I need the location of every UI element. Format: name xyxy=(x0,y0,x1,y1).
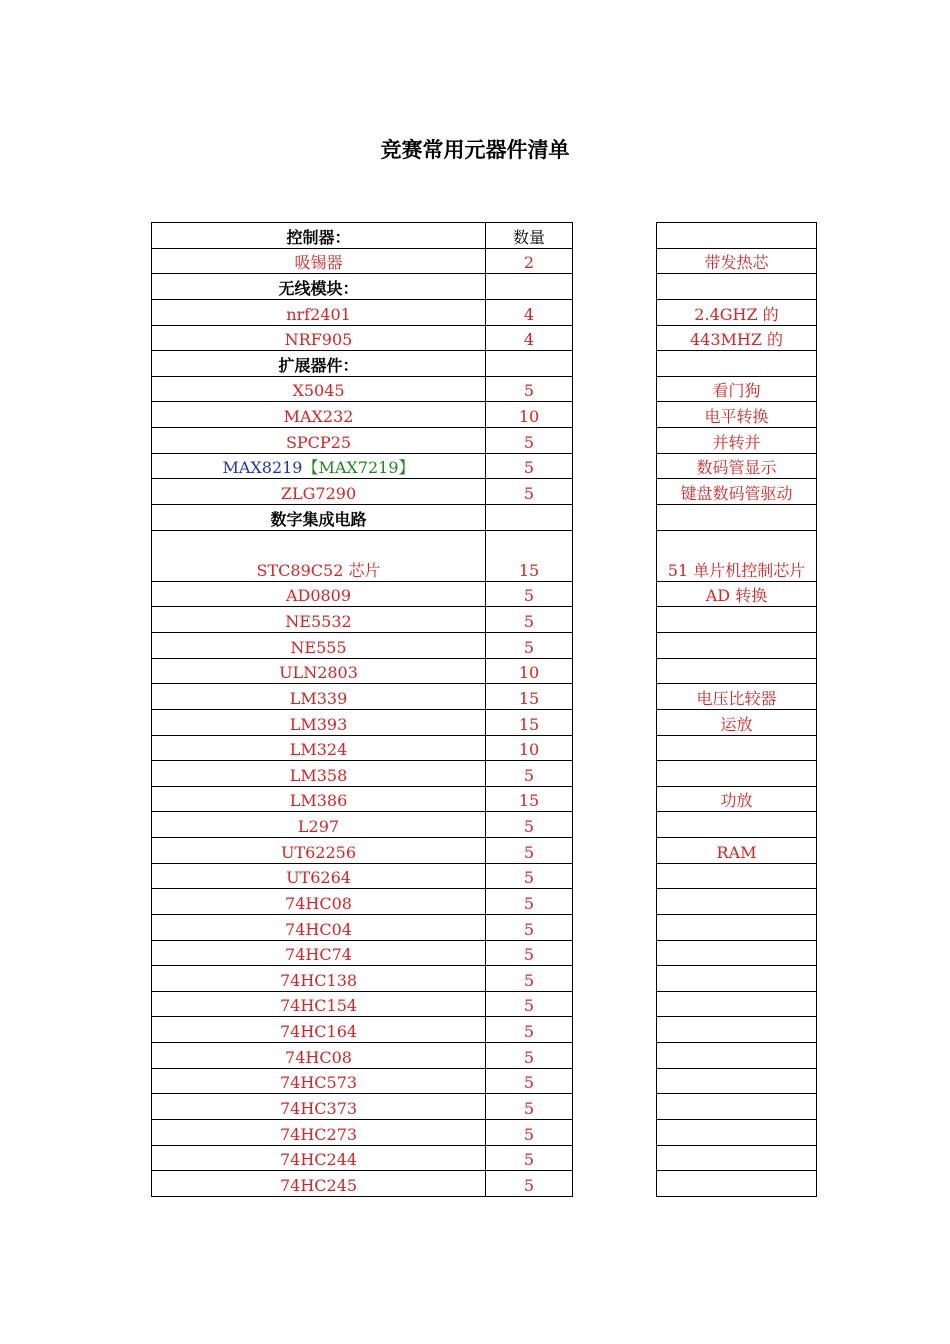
note-table xyxy=(656,222,817,1197)
component-name: LM393 xyxy=(152,709,486,735)
table-row xyxy=(152,812,573,838)
table-row xyxy=(152,633,573,659)
component-qty: 5 xyxy=(486,581,573,607)
note-cell xyxy=(657,633,817,659)
component-name: NE5532 xyxy=(152,607,486,633)
component-qty: 5 xyxy=(486,863,573,889)
section-row xyxy=(152,504,573,530)
note-row xyxy=(657,325,817,351)
note-row xyxy=(657,581,817,607)
component-name: AD0809 xyxy=(152,581,486,607)
table-row xyxy=(152,428,573,454)
note-row xyxy=(657,1068,817,1094)
table-row xyxy=(152,1145,573,1171)
note-row xyxy=(657,633,817,659)
note-cell xyxy=(657,607,817,633)
component-qty: 5 xyxy=(486,812,573,838)
component-name: X5045 xyxy=(152,376,486,402)
component-name: MAX232 xyxy=(152,402,486,428)
component-name: 74HC164 xyxy=(152,1017,486,1043)
note-cell: 并转并 xyxy=(657,428,817,454)
note-row xyxy=(657,299,817,325)
table-row xyxy=(152,863,573,889)
component-name: SPCP25 xyxy=(152,428,486,454)
table-row xyxy=(152,786,573,812)
component-name: 74HC138 xyxy=(152,966,486,992)
note-row xyxy=(657,504,817,530)
component-qty: 5 xyxy=(486,761,573,787)
component-name: LM324 xyxy=(152,735,486,761)
component-qty xyxy=(486,504,573,530)
table-row xyxy=(152,1171,573,1197)
note-row xyxy=(657,966,817,992)
component-qty: 5 xyxy=(486,376,573,402)
note-row xyxy=(657,1094,817,1120)
component-qty: 5 xyxy=(486,1119,573,1145)
component-name-alternate: 【MAX7219】 xyxy=(302,458,415,478)
table-row xyxy=(152,1017,573,1043)
note-cell: RAM xyxy=(657,838,817,864)
note-cell xyxy=(657,658,817,684)
component-name: LM339 xyxy=(152,684,486,710)
note-cell xyxy=(657,1145,817,1171)
note-cell xyxy=(657,966,817,992)
note-row xyxy=(657,607,817,633)
note-row xyxy=(657,530,817,581)
note-cell xyxy=(657,1094,817,1120)
note-cell xyxy=(657,1119,817,1145)
note-row xyxy=(657,1043,817,1069)
note-cell: 51 单片机控制芯片 xyxy=(657,530,817,581)
note-row xyxy=(657,889,817,915)
table-row xyxy=(152,402,573,428)
component-name: 74HC273 xyxy=(152,1119,486,1145)
note-row xyxy=(657,914,817,940)
component-qty: 5 xyxy=(486,428,573,454)
table-row xyxy=(152,530,573,581)
component-qty: 4 xyxy=(486,325,573,351)
note-row xyxy=(657,735,817,761)
table-row xyxy=(152,299,573,325)
component-qty: 5 xyxy=(486,633,573,659)
note-cell: AD 转换 xyxy=(657,581,817,607)
component-qty: 5 xyxy=(486,940,573,966)
component-name: NE555 xyxy=(152,633,486,659)
component-qty: 5 xyxy=(486,966,573,992)
component-qty: 5 xyxy=(486,1145,573,1171)
column-header-name: 控制器： xyxy=(152,223,486,249)
section-row xyxy=(152,351,573,377)
note-cell xyxy=(657,940,817,966)
component-qty xyxy=(486,274,573,300)
note-cell xyxy=(657,351,817,377)
note-cell: 键盘数码管驱动 xyxy=(657,479,817,505)
table-row xyxy=(152,479,573,505)
table-row xyxy=(152,991,573,1017)
page-title: 竞赛常用元器件清单 xyxy=(380,138,570,162)
component-name: NRF905 xyxy=(152,325,486,351)
component-name: 74HC373 xyxy=(152,1094,486,1120)
component-qty: 5 xyxy=(486,889,573,915)
table-row xyxy=(152,966,573,992)
component-qty: 15 xyxy=(486,684,573,710)
table-row xyxy=(152,761,573,787)
note-row xyxy=(657,812,817,838)
note-cell xyxy=(657,889,817,915)
note-row xyxy=(657,1119,817,1145)
note-cell xyxy=(657,1043,817,1069)
note-row xyxy=(657,991,817,1017)
component-name: 74HC245 xyxy=(152,1171,486,1197)
component-qty: 5 xyxy=(486,453,573,479)
component-name: 74HC573 xyxy=(152,1068,486,1094)
component-name: ZLG7290 xyxy=(152,479,486,505)
note-cell xyxy=(657,863,817,889)
table-row xyxy=(152,607,573,633)
component-name: UT6264 xyxy=(152,863,486,889)
note-cell xyxy=(657,1171,817,1197)
table-row xyxy=(152,453,573,479)
note-row xyxy=(657,479,817,505)
note-row xyxy=(657,248,817,274)
note-row xyxy=(657,351,817,377)
note-cell: 数码管显示 xyxy=(657,453,817,479)
note-row xyxy=(657,838,817,864)
table-row xyxy=(152,1043,573,1069)
component-table xyxy=(151,222,573,1197)
table-row xyxy=(152,1068,573,1094)
component-name: 74HC08 xyxy=(152,889,486,915)
component-qty: 10 xyxy=(486,658,573,684)
note-row xyxy=(657,863,817,889)
component-name: L297 xyxy=(152,812,486,838)
table-row xyxy=(152,376,573,402)
table-row xyxy=(152,914,573,940)
note-row xyxy=(657,786,817,812)
component-qty: 15 xyxy=(486,530,573,581)
component-qty: 5 xyxy=(486,479,573,505)
component-name: 74HC08 xyxy=(152,1043,486,1069)
component-qty: 10 xyxy=(486,735,573,761)
table-row xyxy=(152,838,573,864)
note-cell xyxy=(657,274,817,300)
component-name: 吸锡器 xyxy=(152,248,486,274)
note-cell xyxy=(657,223,817,249)
component-name: STC89C52 芯片 xyxy=(152,530,486,581)
note-row xyxy=(657,684,817,710)
note-cell xyxy=(657,1017,817,1043)
note-row xyxy=(657,1017,817,1043)
table-row xyxy=(152,735,573,761)
note-cell xyxy=(657,991,817,1017)
section-row xyxy=(152,274,573,300)
note-cell: 电压比较器 xyxy=(657,684,817,710)
component-qty: 10 xyxy=(486,402,573,428)
table-row xyxy=(152,684,573,710)
note-row xyxy=(657,376,817,402)
component-name: LM386 xyxy=(152,786,486,812)
component-name: 74HC04 xyxy=(152,914,486,940)
table-row xyxy=(152,325,573,351)
table-row xyxy=(152,658,573,684)
note-row xyxy=(657,940,817,966)
note-cell xyxy=(657,1068,817,1094)
component-qty: 5 xyxy=(486,914,573,940)
note-row xyxy=(657,1145,817,1171)
section-label: 扩展器件： xyxy=(152,351,486,377)
component-qty xyxy=(486,351,573,377)
note-row xyxy=(657,428,817,454)
table-row xyxy=(152,248,573,274)
component-qty: 5 xyxy=(486,1043,573,1069)
component-qty: 5 xyxy=(486,1068,573,1094)
note-cell: 带发热芯 xyxy=(657,248,817,274)
note-cell xyxy=(657,735,817,761)
note-cell: 443MHZ 的 xyxy=(657,325,817,351)
component-name: 74HC74 xyxy=(152,940,486,966)
component-name: 74HC154 xyxy=(152,991,486,1017)
note-cell xyxy=(657,914,817,940)
component-qty: 5 xyxy=(486,991,573,1017)
note-cell xyxy=(657,761,817,787)
column-header-qty: 数量 xyxy=(486,223,573,249)
component-qty: 5 xyxy=(486,838,573,864)
table-row xyxy=(152,889,573,915)
note-cell: 运放 xyxy=(657,709,817,735)
component-name-primary: MAX8219 xyxy=(222,458,303,478)
note-cell: 功放 xyxy=(657,786,817,812)
note-row xyxy=(657,453,817,479)
note-row xyxy=(657,1171,817,1197)
table-row xyxy=(152,940,573,966)
component-qty: 15 xyxy=(486,709,573,735)
component-name: ULN2803 xyxy=(152,658,486,684)
component-qty: 5 xyxy=(486,607,573,633)
component-name: UT62256 xyxy=(152,838,486,864)
note-cell: 看门狗 xyxy=(657,376,817,402)
table-header-row xyxy=(152,223,573,249)
note-row xyxy=(657,274,817,300)
note-row xyxy=(657,761,817,787)
table-row xyxy=(152,1119,573,1145)
note-cell: 电平转换 xyxy=(657,402,817,428)
component-qty: 15 xyxy=(486,786,573,812)
component-qty: 5 xyxy=(486,1017,573,1043)
component-name: 74HC244 xyxy=(152,1145,486,1171)
note-cell xyxy=(657,812,817,838)
table-row xyxy=(152,1094,573,1120)
component-qty: 2 xyxy=(486,248,573,274)
note-row xyxy=(657,658,817,684)
note-header-row xyxy=(657,223,817,249)
note-cell: 2.4GHZ 的 xyxy=(657,299,817,325)
note-cell xyxy=(657,504,817,530)
component-qty: 5 xyxy=(486,1171,573,1197)
component-qty: 4 xyxy=(486,299,573,325)
component-name xyxy=(152,453,486,479)
table-row xyxy=(152,581,573,607)
table-row xyxy=(152,709,573,735)
note-row xyxy=(657,402,817,428)
section-label: 数字集成电路 xyxy=(152,504,486,530)
note-row xyxy=(657,709,817,735)
component-qty: 5 xyxy=(486,1094,573,1120)
component-name: nrf2401 xyxy=(152,299,486,325)
component-name: LM358 xyxy=(152,761,486,787)
section-label: 无线模块： xyxy=(152,274,486,300)
